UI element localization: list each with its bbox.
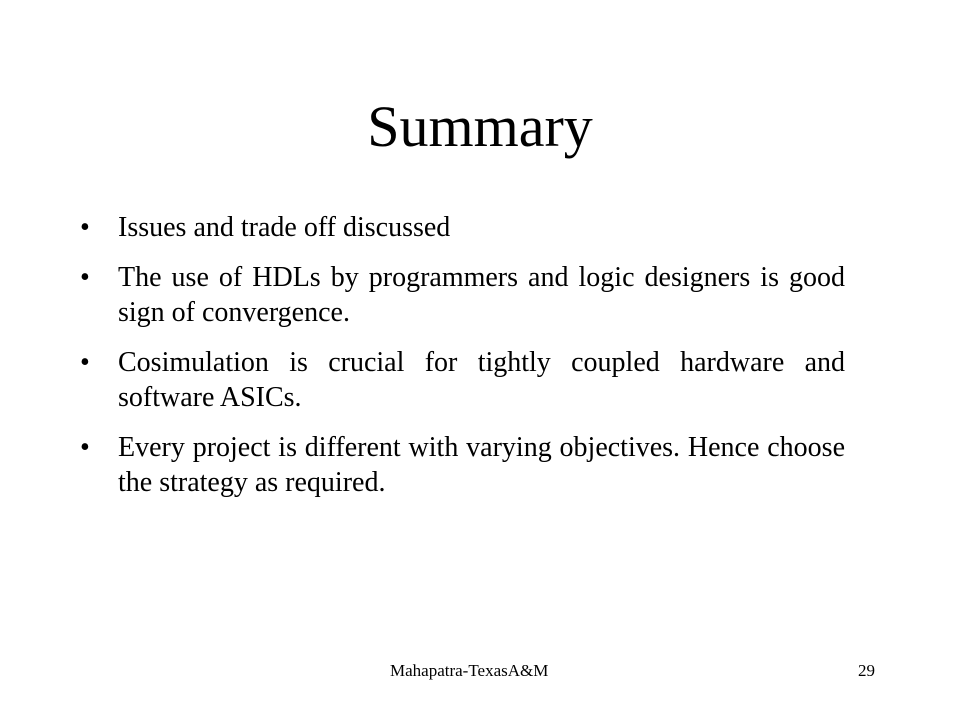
bullet-text: The use of HDLs by programmers and logic designers is good sign of convergence. [118,262,845,328]
bullet-icon: • [80,432,90,463]
bullet-list [80,210,845,515]
footer-author: Mahapatra-TexasA&M [390,661,549,680]
page-number: 29 [858,661,875,680]
bullet-item [80,345,845,415]
bullet-icon: • [80,262,90,293]
bullet-item [80,260,845,330]
bullet-text: Cosimulation is crucial for tightly coupled hardware and software ASICs. [118,347,845,413]
slide-title: Summary [367,94,593,159]
bullet-item [80,430,845,500]
bullet-icon: • [80,347,90,378]
bullet-item [80,210,845,245]
bullet-text: Every project is different with varying objectives. Hence choose the strategy as required. [118,432,845,498]
bullet-icon: • [80,212,90,243]
bullet-text: Issues and trade off discussed [118,212,451,243]
